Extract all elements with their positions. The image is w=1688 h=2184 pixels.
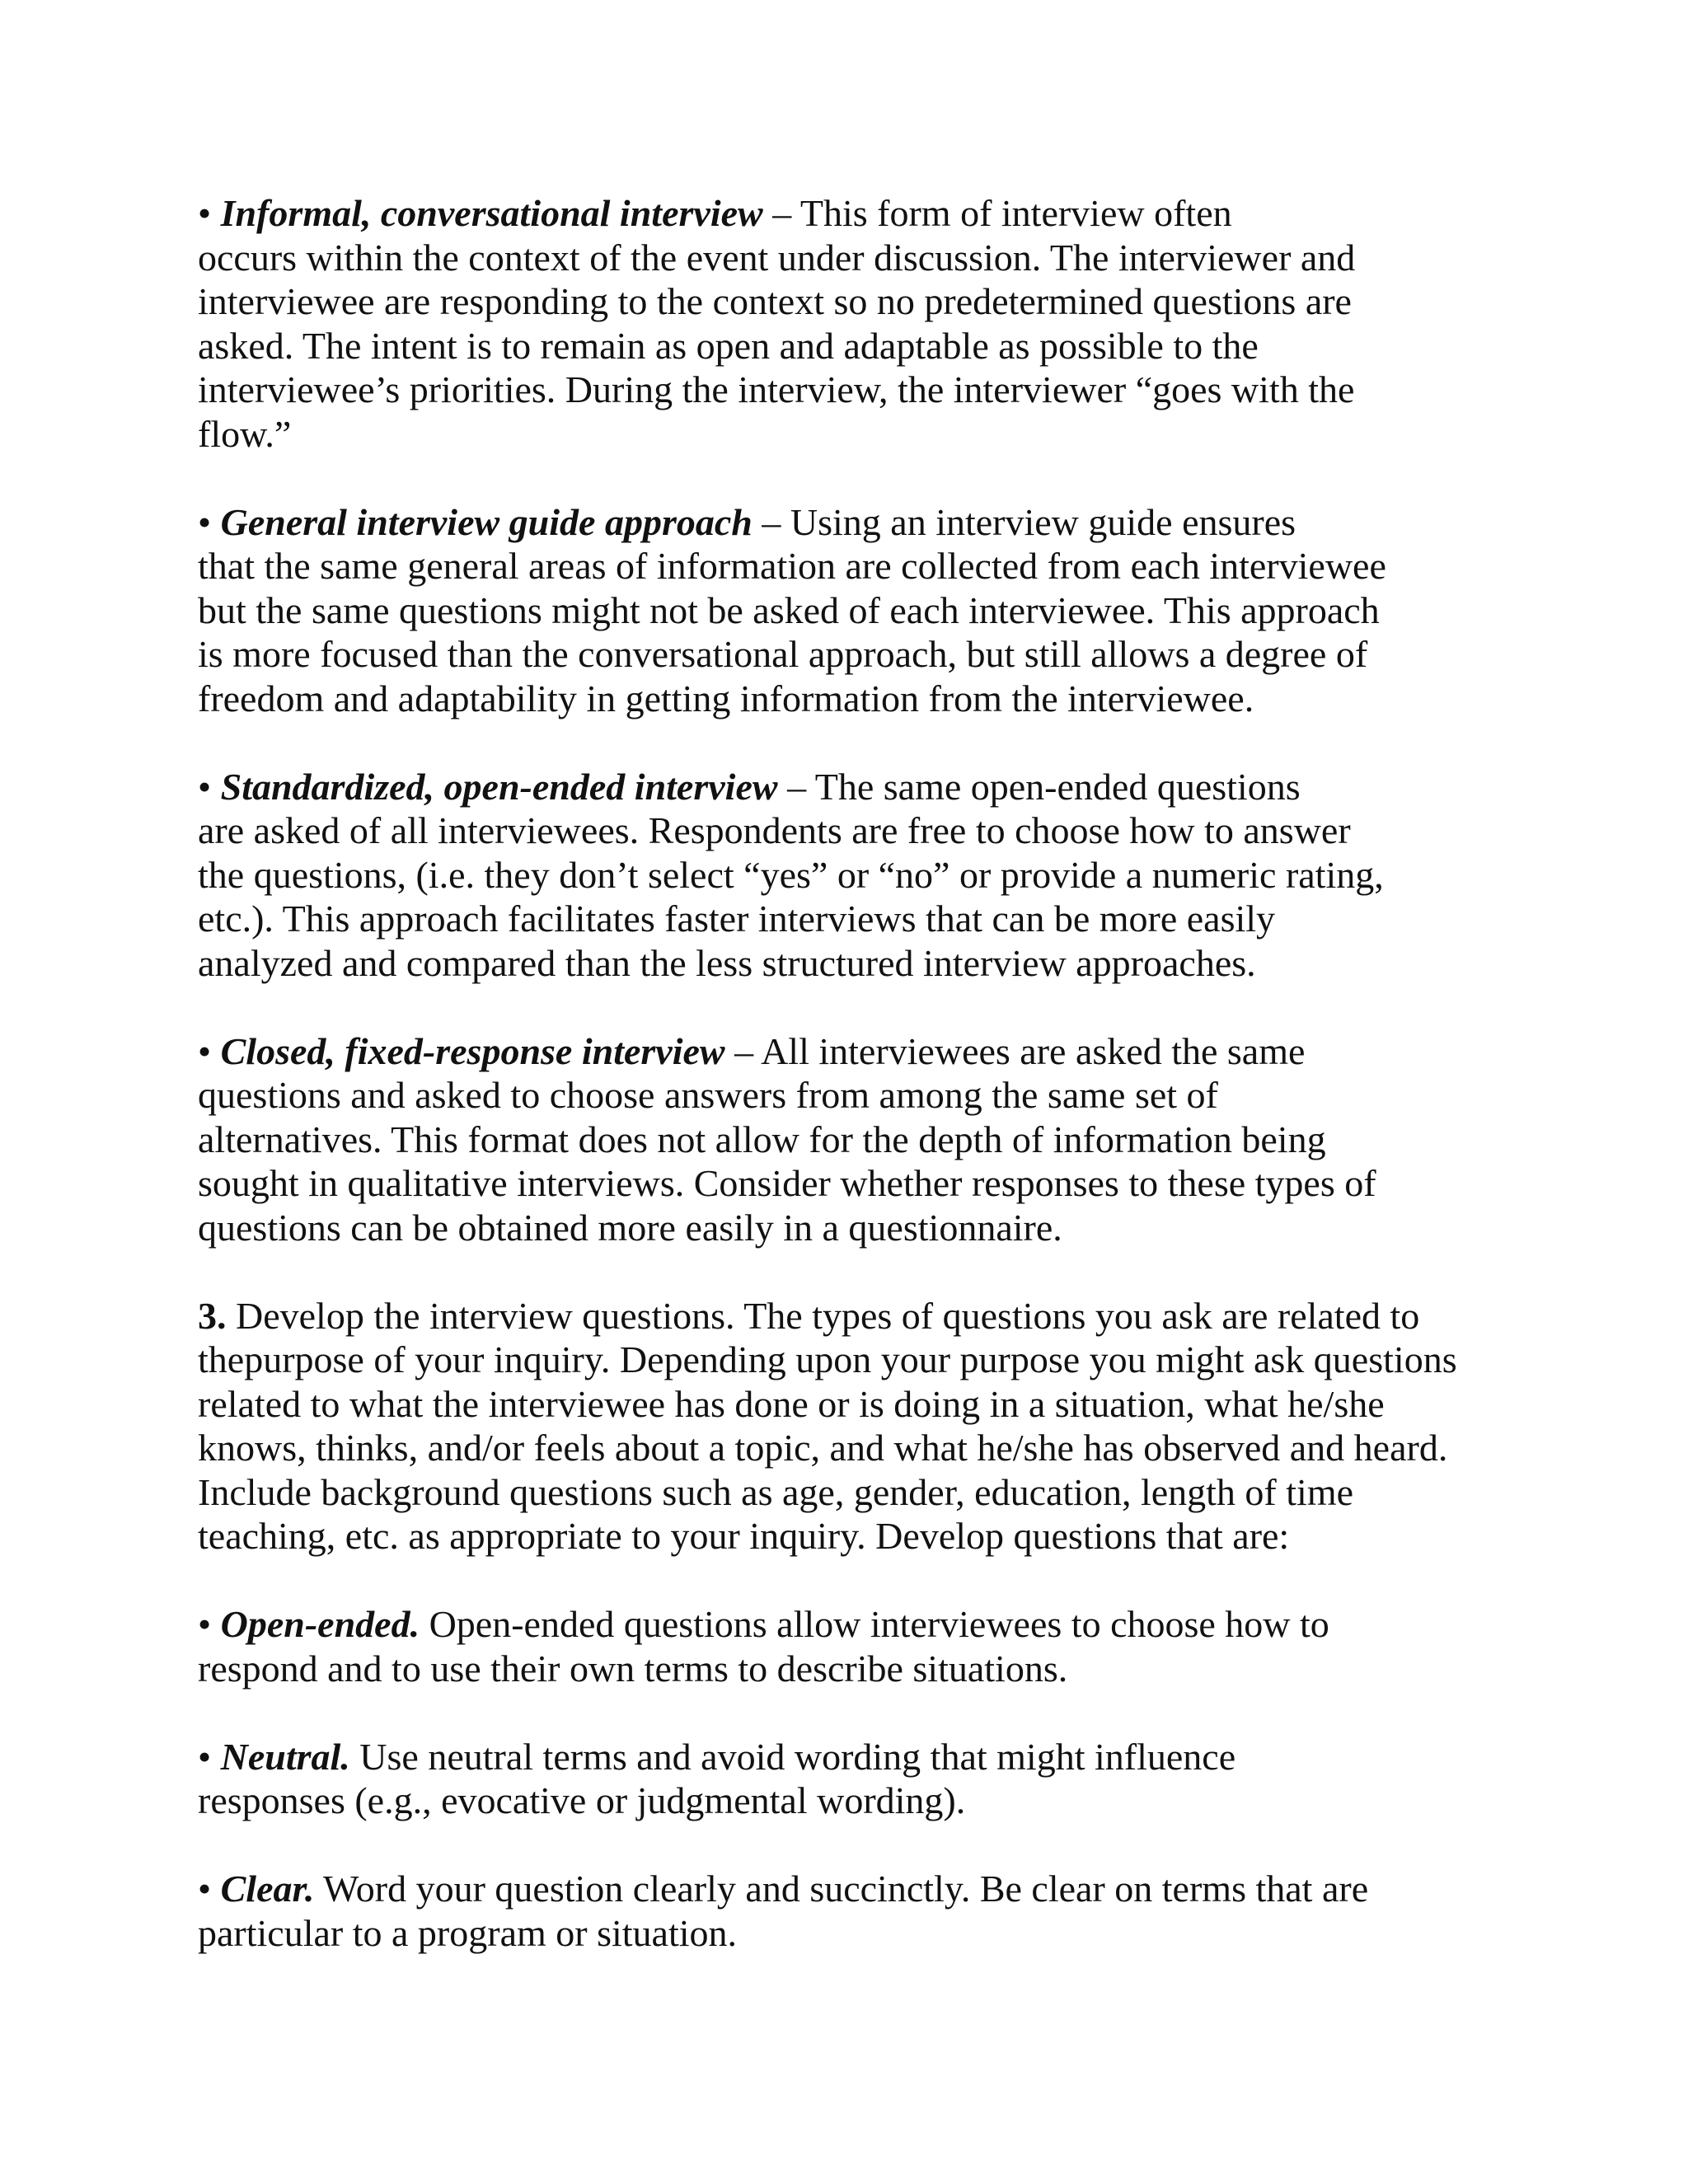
document-page [198,191,1508,1955]
bullet-item-open-ended [198,1602,1508,1690]
bullet-term: Open-ended. [220,1603,420,1645]
text-line: that the same general areas of information are collected from each interviewee [198,545,1386,587]
text-line: but the same questions might not be asked of each interviewee. This approach [198,588,1380,631]
bullet-icon: • [198,1603,212,1645]
text-line-content: – This form of interview often [762,192,1232,234]
text-line: the questions, (i.e. they don’t select “yes” or “no” or provide a numeric rating, [198,853,1384,896]
text-line: questions can be obtained more easily in a questionnaire. [198,1206,1062,1249]
text-line: flow.” [198,412,292,455]
text-line: interviewee’s priorities. During the interview, the interviewer “goes with the [198,368,1355,410]
text-line: teaching, etc. as appropriate to your inquiry. Develop questions that are: [198,1515,1290,1557]
text-line [198,1029,1508,1074]
bullet-term: Standardized, open-ended interview [220,765,778,808]
bullet-icon: • [198,1735,212,1778]
text-line-content: – The same open-ended questions [777,765,1301,808]
text-line: respond and to use their own terms to describe situations. [198,1647,1068,1690]
text-line [198,191,1508,236]
bullet-term: Neutral. [220,1735,350,1778]
text-line: etc.). This approach facilitates faster interviews that can be more easily [198,898,1276,940]
numbered-step-3 [198,1294,1508,1558]
text-line-content: Use neutral terms and avoid wording that might influence [349,1735,1236,1778]
bullet-term: General interview guide approach [220,500,753,543]
text-line: thepurpose of your inquiry. Depending upon your purpose you might ask questions [198,1338,1457,1380]
text-line: interviewee are responding to the context so no predetermined questions are [198,280,1352,322]
text-line-content: Word your question clearly and succinctly. Be clear on terms that are [314,1868,1369,1910]
text-line [198,1735,1508,1779]
text-line: asked. The intent is to remain as open and adaptable as possible to the [198,324,1259,367]
bullet-term: Closed, fixed-response interview [220,1029,725,1072]
text-line-content: – All interviewees are asked the same [724,1029,1306,1072]
bullet-icon: • [198,765,212,808]
text-line: occurs within the context of the event under discussion. The interviewer and [198,236,1356,279]
bullet-icon: • [198,192,212,234]
bullet-icon: • [198,500,212,543]
bullet-item-general-guide [198,500,1508,721]
text-line: is more focused than the conversational approach, but still allows a degree of [198,633,1368,675]
bullet-term: Informal, conversational interview [220,192,763,234]
text-line: particular to a program or situation. [198,1911,738,1954]
text-line [198,500,1508,545]
bullet-item-closed-interview [198,1029,1508,1250]
bullet-item-neutral [198,1735,1508,1823]
text-line-content: – Using an interview guide ensures [752,500,1296,543]
text-line: freedom and adaptability in getting information from the interviewee. [198,677,1254,719]
text-line: Include background questions such as age, gender, education, length of time [198,1470,1354,1513]
step-number: 3. [198,1294,227,1337]
text-line: are asked of all interviewees. Respondents are free to choose how to answer [198,809,1351,851]
text-line: responses (e.g., evocative or judgmental wording). [198,1779,966,1821]
text-line [198,1294,1508,1338]
text-line [198,765,1508,809]
bullet-item-standardized-interview [198,765,1508,986]
bullet-item-informal-interview [198,191,1508,456]
text-line-content: Open-ended questions allow interviewees to choose how to [420,1603,1329,1645]
text-line: knows, thinks, and/or feels about a topic, and what he/she has observed and heard. [198,1427,1448,1469]
text-line: related to what the interviewee has done or is doing in a situation, what he/she [198,1382,1385,1425]
bullet-term: Clear. [220,1868,315,1910]
text-line [198,1867,1508,1911]
bullet-item-clear [198,1867,1508,1955]
bullet-icon: • [198,1029,212,1072]
text-line: analyzed and compared than the less structured interview approaches. [198,941,1256,984]
text-line: questions and asked to choose answers from among the same set of [198,1074,1218,1116]
text-line: alternatives. This format does not allow for the depth of information being [198,1118,1326,1160]
text-line-content: Develop the interview questions. The types of questions you ask are related to [226,1294,1420,1337]
text-line: sought in qualitative interviews. Consider whether responses to these types of [198,1162,1376,1204]
bullet-icon: • [198,1868,212,1910]
text-line [198,1602,1508,1647]
